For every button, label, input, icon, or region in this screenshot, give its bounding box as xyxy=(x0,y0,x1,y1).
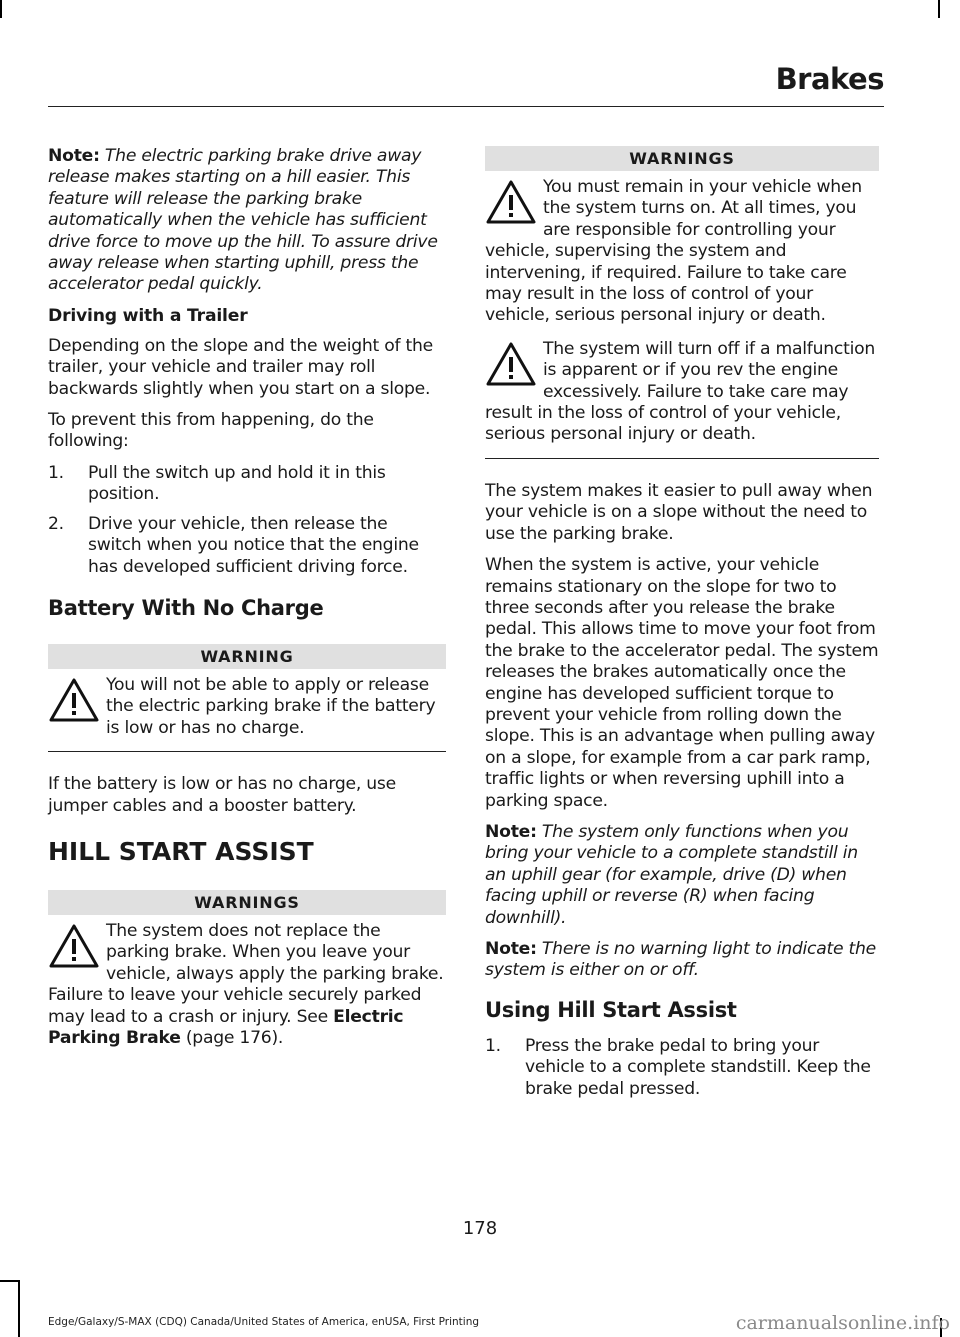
using-hsa-steps xyxy=(485,1036,879,1100)
crop-mark-top-right xyxy=(938,0,940,18)
warning-item: You will not be able to apply or release the electric parking brake if the battery is low or has no charge. xyxy=(48,675,446,739)
list-item: 1. Pull the switch up and hold it in this position. xyxy=(48,462,386,505)
battery-warning-box xyxy=(48,644,446,752)
hsa-paragraph-2: When the system is active, your vehicle remains stationary on the slope for two to three seconds after you release the brake pedal. This allows time to move your foot from the brake to the accelerator pedal. The system releases the brakes automatically once the engine has developed sufficient torque to prevent your vehicle from rolling down the slope. This is an advantage when pulling away on a slope, for example from a car park ramp, traffic lights or when reversing uphill into a parking space. xyxy=(485,555,879,811)
warning-item: The system will turn off if a malfunction is apparent or if you rev the engine excessively. Failure to take care may result in the loss of control of your vehicle, serious personal injury or death. xyxy=(485,338,876,445)
note-no-warning-light: Note: There is no warning light to indicate the system is either on or off. xyxy=(485,939,876,981)
hsa-paragraph-1: The system makes it easier to pull away when your vehicle is on a slope without the need to use the parking brake. xyxy=(485,480,873,544)
warning-triangle-icon xyxy=(48,677,100,723)
warning-triangle-icon xyxy=(485,179,537,225)
warning-triangle-icon xyxy=(48,923,100,969)
right-column xyxy=(485,146,879,1110)
watermark: carmanualsonline.info xyxy=(735,1312,950,1334)
edition-footer: Edge/Galaxy/S-MAX (CDQ) Canada/United States of America, enUSA, First Printing xyxy=(48,1316,480,1328)
warning-triangle-icon xyxy=(485,341,537,387)
using-hsa-heading: Using Hill Start Assist xyxy=(485,997,737,1022)
hsa-warning-box xyxy=(48,890,446,1049)
crop-mark-top-left xyxy=(0,0,2,18)
trailer-paragraph-2: To prevent this from happening, do the following: xyxy=(48,410,374,452)
warning-item: You must remain in your vehicle when the system turns on. At all times, you are responsible for controlling your vehicle, supervising the system and intervening, if required. Failure to take care may result in the loss of control of your vehicle, serious personal injury or death. xyxy=(485,177,862,326)
crop-mark-bottom-left xyxy=(0,1280,20,1282)
warning-title: WARNING xyxy=(48,644,446,669)
electric-parking-brake-link[interactable]: Electric Parking Brake xyxy=(48,1006,404,1048)
list-item: 1. Press the brake pedal to bring your vehicle to a complete standstill. Keep the brake pedal pressed. xyxy=(485,1035,871,1099)
right-warnings-box xyxy=(485,146,879,459)
hill-start-assist-heading: HILL START ASSIST xyxy=(48,836,314,866)
page-number: 178 xyxy=(462,1218,498,1239)
note-uphill-gear: Note: The system only functions when you bring your vehicle to a complete standstill in an uphill gear (for example, drive (D) when facing uphill or reverse (R) when facing downhill). xyxy=(485,821,858,928)
page-title: Brakes xyxy=(775,62,884,96)
list-item: 2. Drive your vehicle, then release the switch when you notice that the engine has developed sufficient driving force. xyxy=(48,513,419,577)
warnings-title: WARNINGS xyxy=(48,890,446,915)
warnings-title: WARNINGS xyxy=(485,146,879,171)
crop-mark-bottom-left-v xyxy=(18,1280,20,1337)
warning-end-rule xyxy=(48,751,446,752)
trailer-steps xyxy=(48,463,446,578)
left-column xyxy=(48,146,446,1069)
warning-end-rule xyxy=(485,458,879,459)
header-rule xyxy=(48,106,884,107)
trailer-heading: Driving with a Trailer xyxy=(48,305,248,326)
battery-paragraph: If the battery is low or has no charge, use jumper cables and a booster battery. xyxy=(48,774,396,816)
battery-heading: Battery With No Charge xyxy=(48,595,324,620)
warning-item: The system does not replace the parking brake. When you leave your vehicle, always apply the parking brake. Failure to leave your vehicle securely parked may lead to a crash or injury. See Electric Parking Brake (page 176). xyxy=(48,920,444,1048)
trailer-paragraph-1: Depending on the slope and the weight of the trailer, your vehicle and trailer may roll backwards slightly when you start on a slope. xyxy=(48,335,433,399)
note-electric-parking-brake: Note: The electric parking brake drive away release makes starting on a hill easier. This feature will release the parking brake automatically when the vehicle has sufficient drive force to move up the hill. To assure drive away release when starting uphill, press the accelerator pedal quickly. xyxy=(48,146,438,295)
